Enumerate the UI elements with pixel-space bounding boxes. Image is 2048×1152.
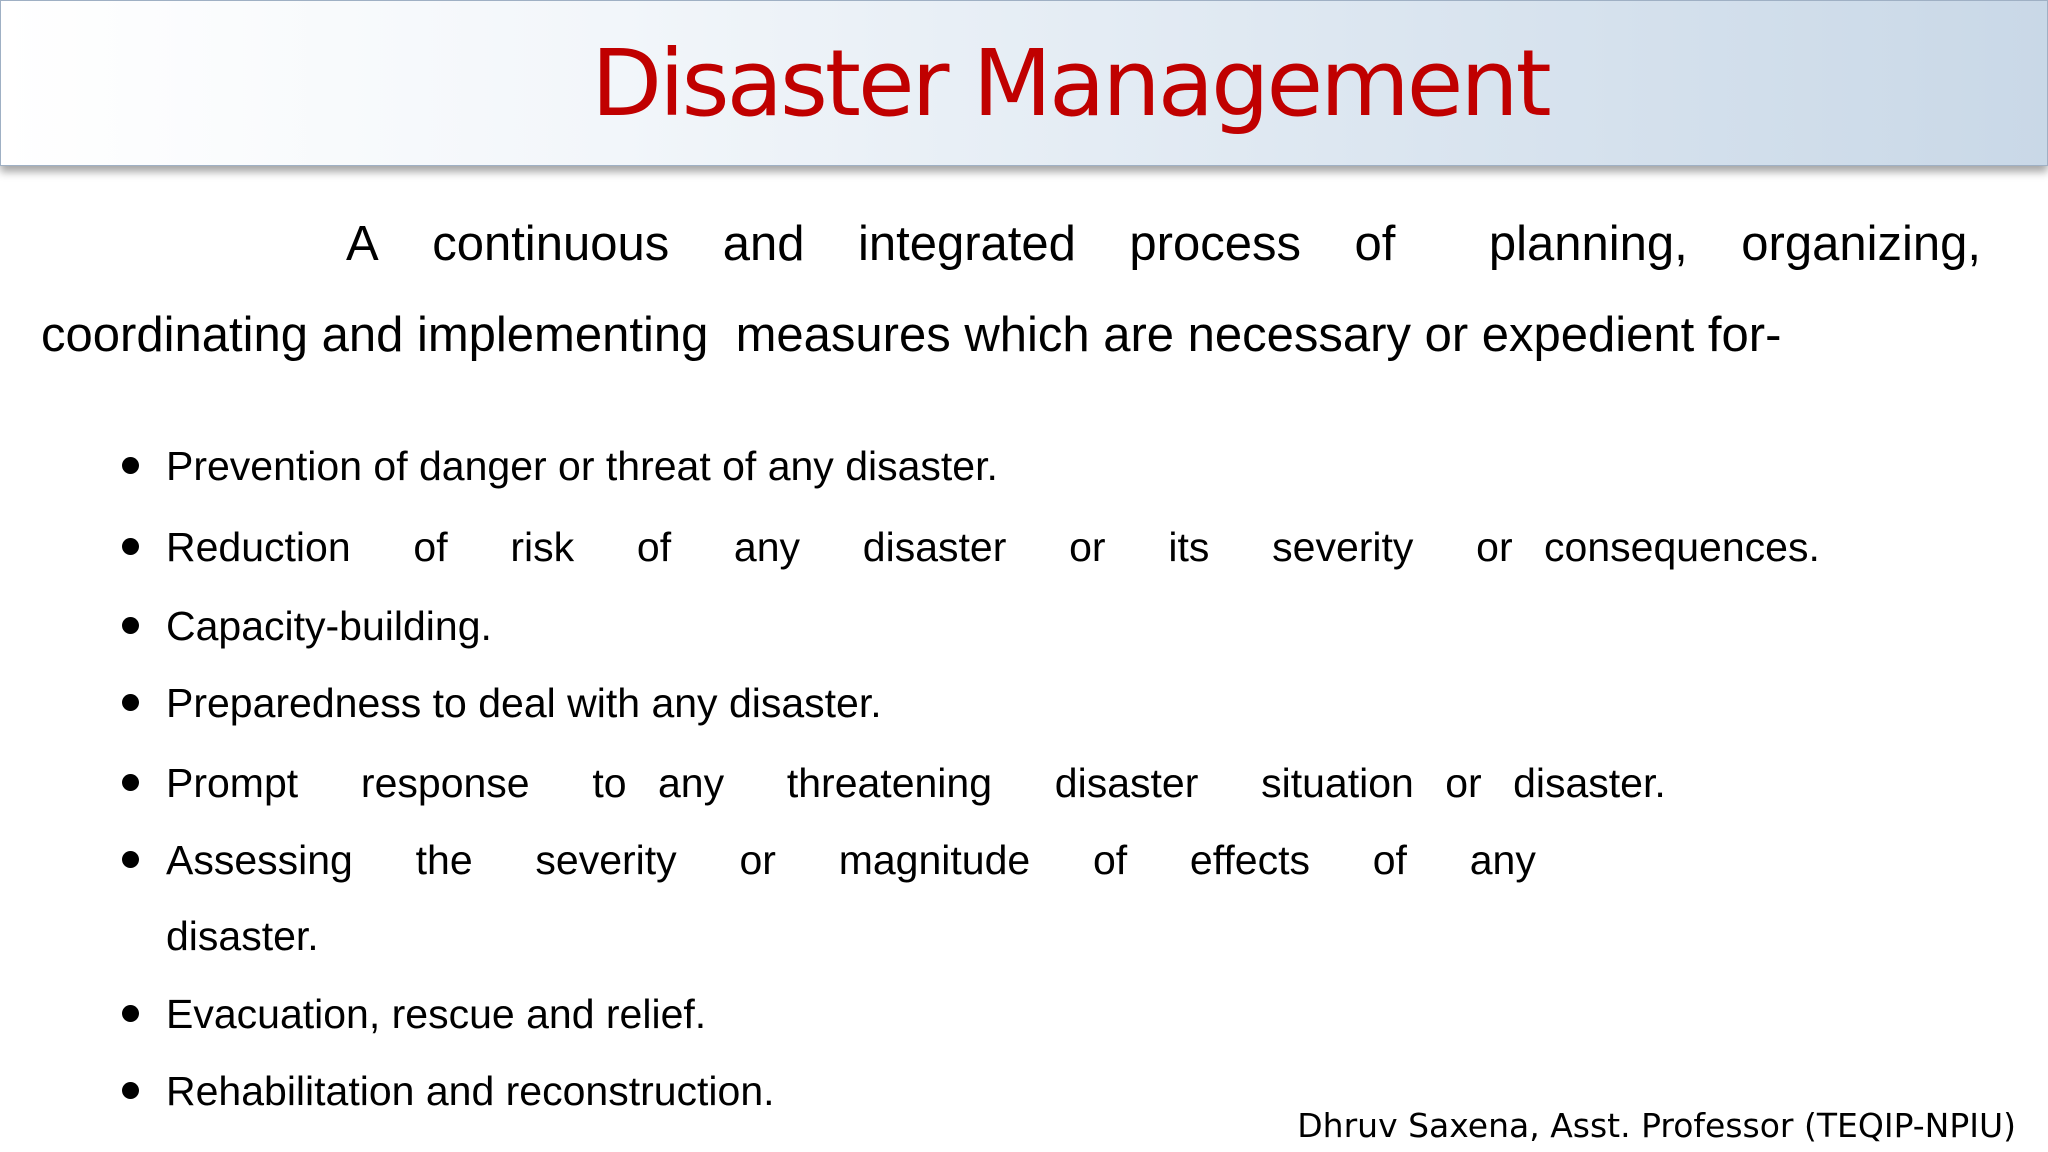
bullet-dot-icon — [122, 538, 139, 555]
intro-line-1 — [346, 214, 1981, 274]
bullet-text: Preparedness to deal with any disaster. — [166, 680, 882, 726]
intro-word: of — [1354, 217, 1396, 271]
intro-word: integrated — [857, 217, 1076, 271]
bullet-text: Assessing the severity or magnitude of effects of any — [166, 837, 1536, 883]
intro-word: continuous — [432, 217, 670, 271]
bullet-dot-icon — [122, 457, 139, 474]
bullet-text: Reduction of risk of any disaster or its severity or consequences. — [166, 524, 1820, 570]
intro-word: planning, — [1488, 217, 1688, 271]
slide-title: Disaster Management — [591, 30, 1549, 137]
intro-word: A — [346, 217, 379, 271]
intro-word: organizing, — [1741, 217, 1981, 271]
intro-word: process — [1129, 217, 1301, 271]
bullet-continuation: disaster. — [166, 913, 319, 959]
bullet-text: Prevention of danger or threat of any disaster. — [166, 443, 998, 489]
bullet-text: Capacity-building. — [166, 603, 492, 649]
bullet-text: Rehabilitation and reconstruction. — [166, 1068, 775, 1114]
intro-line-2: coordinating and implementing measures which are necessary or expedient for- — [41, 308, 1782, 362]
bullet-dot-icon — [122, 1082, 139, 1099]
bullet-dot-icon — [122, 774, 139, 791]
bullet-dot-icon — [122, 851, 139, 868]
bullet-dot-icon — [122, 694, 139, 711]
footer-author: Dhruv Saxena, Asst. Professor (TEQIP-NPIU) — [1297, 1106, 2016, 1145]
bullet-dot-icon — [122, 617, 139, 634]
bullet-text: Prompt response to any threatening disaster situation or disaster. — [166, 760, 1666, 806]
title-bar — [0, 0, 2048, 166]
bullet-dot-icon — [122, 1005, 139, 1022]
intro-word: and — [722, 217, 805, 271]
bullet-text: Evacuation, rescue and relief. — [166, 991, 707, 1037]
